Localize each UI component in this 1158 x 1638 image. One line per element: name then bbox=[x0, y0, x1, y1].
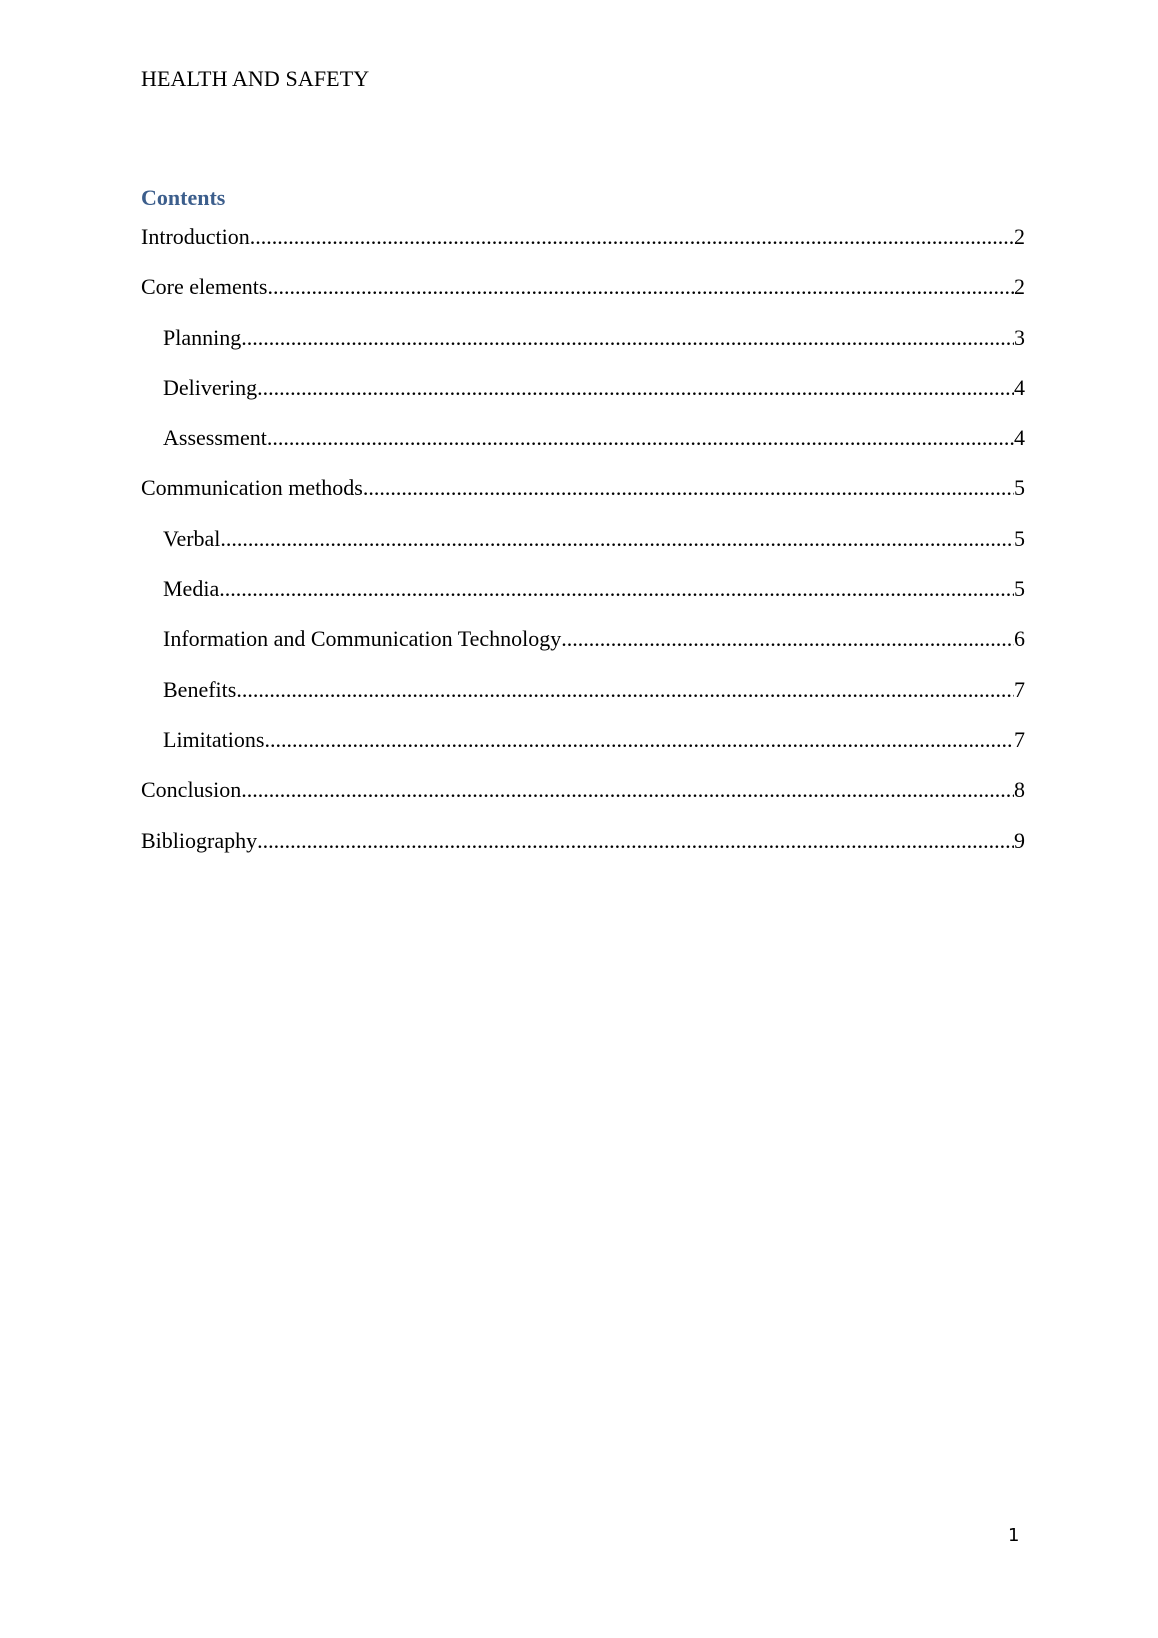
toc-entry-page: 2 bbox=[1014, 276, 1025, 300]
toc-entry-conclusion[interactable] bbox=[141, 779, 1025, 829]
page-number: 1 bbox=[1008, 1525, 1020, 1546]
toc-entry-ict[interactable] bbox=[141, 628, 1025, 678]
toc-entry-page: 7 bbox=[1014, 678, 1025, 702]
toc-entry-label: Assessment bbox=[163, 427, 267, 451]
toc-entry-core-elements[interactable] bbox=[141, 276, 1025, 326]
toc-entry-page: 5 bbox=[1014, 477, 1025, 501]
toc-entry-page: 9 bbox=[1014, 829, 1025, 853]
toc-entry-delivering[interactable] bbox=[141, 377, 1025, 427]
toc-entry-page: 5 bbox=[1014, 527, 1025, 551]
toc-entry-communication-methods[interactable] bbox=[141, 477, 1025, 527]
toc-entry-page: 3 bbox=[1014, 326, 1025, 350]
toc-dot-leader bbox=[220, 528, 1014, 550]
toc-dot-leader bbox=[561, 628, 1014, 650]
toc-entry-page: 6 bbox=[1014, 628, 1025, 652]
toc-dot-leader bbox=[264, 729, 1014, 751]
toc-entry-assessment[interactable] bbox=[141, 427, 1025, 477]
toc-entry-planning[interactable] bbox=[141, 327, 1025, 377]
toc-entry-label: Conclusion bbox=[141, 779, 242, 803]
toc-entry-label: Introduction bbox=[141, 226, 250, 249]
toc-dot-leader bbox=[241, 779, 1014, 801]
toc-entry-label: Information and Communication Technology bbox=[163, 628, 562, 652]
toc-entry-label: Bibliography bbox=[141, 829, 258, 853]
toc-entry-verbal[interactable] bbox=[141, 528, 1025, 578]
toc-entry-bibliography[interactable] bbox=[141, 830, 1025, 880]
toc-entry-page: 4 bbox=[1014, 427, 1025, 451]
toc-dot-leader bbox=[241, 327, 1014, 349]
toc-entry-label: Delivering bbox=[163, 376, 258, 400]
toc-entry-label: Benefits bbox=[163, 678, 237, 702]
toc-dot-leader bbox=[250, 226, 1014, 248]
toc-entry-label: Media bbox=[163, 578, 220, 602]
toc-entry-label: Communication methods bbox=[141, 477, 363, 501]
running-header: HEALTH AND SAFETY bbox=[141, 66, 370, 91]
toc-title: Contents bbox=[141, 185, 226, 210]
toc-entry-label: Verbal bbox=[163, 527, 221, 551]
toc-dot-leader bbox=[267, 276, 1014, 298]
toc-entry-page: 7 bbox=[1014, 728, 1025, 752]
toc-dot-leader bbox=[267, 427, 1014, 449]
toc-dot-leader bbox=[219, 578, 1014, 600]
toc-entry-label: Planning bbox=[163, 326, 242, 350]
toc-entry-page: 8 bbox=[1014, 779, 1025, 803]
toc-dot-leader bbox=[257, 377, 1014, 399]
toc-entry-introduction[interactable] bbox=[141, 226, 1025, 276]
toc-entry-label: Core elements bbox=[141, 276, 268, 300]
toc-entry-benefits[interactable] bbox=[141, 679, 1025, 729]
toc-dot-leader bbox=[257, 830, 1014, 852]
toc-entry-media[interactable] bbox=[141, 578, 1025, 628]
toc-dot-leader bbox=[363, 477, 1014, 499]
toc-entry-page: 5 bbox=[1014, 578, 1025, 602]
table-of-contents bbox=[141, 226, 1025, 880]
toc-entry-limitations[interactable] bbox=[141, 729, 1025, 779]
toc-entry-page: 2 bbox=[1014, 226, 1025, 249]
toc-entry-label: Limitations bbox=[163, 728, 265, 752]
toc-dot-leader bbox=[236, 679, 1014, 701]
toc-entry-page: 4 bbox=[1014, 376, 1025, 400]
